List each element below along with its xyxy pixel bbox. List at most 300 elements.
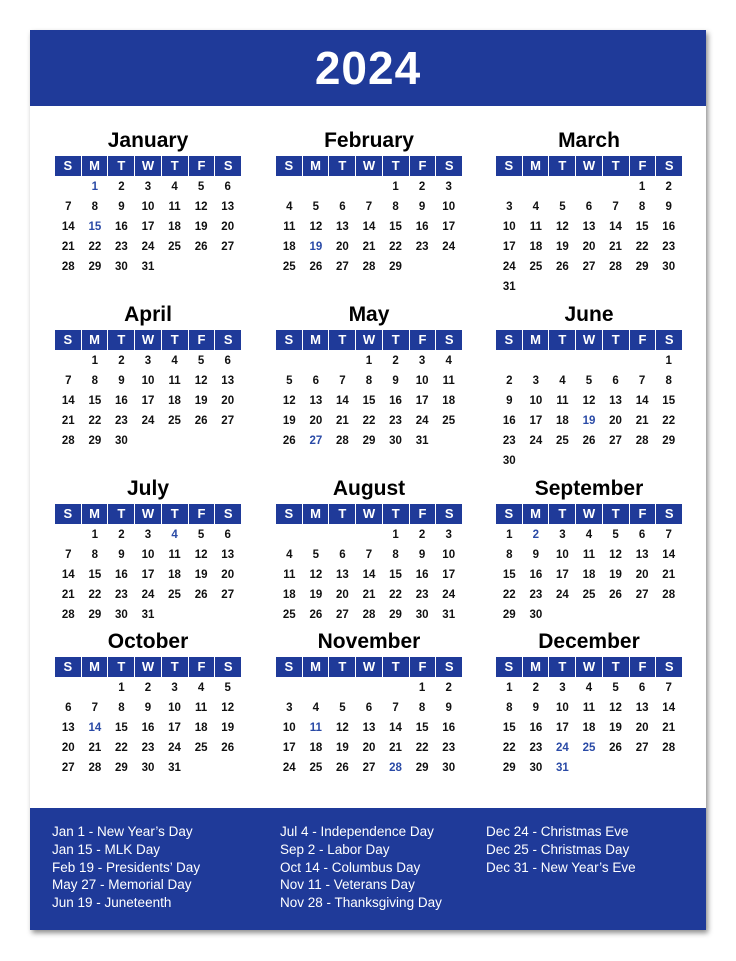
holiday-date: 28 — [389, 762, 402, 774]
weekday-label: F — [189, 504, 216, 524]
day-cell: 26 — [309, 261, 323, 273]
day-cell: 1 — [392, 529, 399, 541]
day-cell: 1 — [506, 529, 513, 541]
day-cell: 6 — [638, 529, 646, 541]
weekday-label: S — [496, 156, 523, 176]
day-cell: 24 — [529, 435, 543, 447]
day-cell: 5 — [339, 702, 346, 714]
holiday-date: 2 — [532, 529, 540, 541]
day-cell: 25 — [282, 261, 296, 273]
day-cell: 4 — [286, 201, 293, 213]
day-cell: 13 — [582, 221, 596, 233]
day-cell: 22 — [635, 241, 649, 253]
weekday-label: T — [549, 504, 576, 524]
month-name: July — [126, 477, 170, 500]
weekday-label: W — [356, 330, 383, 350]
day-cell: 10 — [415, 375, 429, 387]
day-cell: 10 — [168, 702, 181, 714]
day-cell: 27 — [336, 261, 349, 273]
day-cell: 23 — [529, 742, 543, 754]
day-cell: 10 — [442, 549, 456, 561]
day-cell: 3 — [559, 529, 566, 541]
day-cell: 3 — [559, 682, 566, 694]
weekday-label: T — [108, 504, 135, 524]
weekday-label: T — [603, 156, 630, 176]
day-cell: 24 — [168, 742, 181, 754]
day-cell: 25 — [556, 435, 569, 447]
day-cell: 18 — [168, 221, 181, 233]
weekday-label: M — [523, 156, 550, 176]
month-june — [496, 300, 682, 471]
weekday-label: T — [162, 657, 189, 677]
day-cell: 5 — [559, 201, 566, 213]
weekday-label: T — [162, 330, 189, 350]
day-cell: 28 — [609, 261, 622, 273]
day-cell: 1 — [506, 682, 513, 694]
day-cell: 15 — [635, 221, 649, 233]
day-cell: 29 — [362, 435, 376, 447]
holiday-date: 24 — [556, 742, 569, 754]
day-cell: 8 — [638, 201, 646, 213]
weekday-label: S — [223, 332, 233, 347]
day-cell: 13 — [609, 395, 622, 407]
day-cell: 16 — [415, 569, 429, 581]
day-cell: 13 — [362, 722, 376, 734]
day-cell: 26 — [609, 742, 622, 754]
day-cell: 24 — [442, 241, 456, 253]
day-cell: 18 — [282, 589, 296, 601]
day-cell: 11 — [283, 221, 296, 233]
day-cell: 23 — [529, 589, 543, 601]
day-cell: 20 — [582, 241, 596, 253]
day-cell: 3 — [506, 201, 513, 213]
day-cell: 21 — [635, 415, 649, 427]
day-cell: 26 — [336, 762, 349, 774]
day-cell: 15 — [88, 569, 102, 581]
weekday-label: W — [135, 156, 162, 176]
weekday-label: W — [576, 504, 603, 524]
day-cell: 11 — [582, 549, 596, 561]
day-cell: 28 — [61, 435, 75, 447]
weekday-label: T — [108, 156, 135, 176]
weekday-label: S — [55, 156, 82, 176]
weekday-label: S — [444, 659, 454, 674]
day-grid — [276, 678, 462, 778]
day-cell: 24 — [141, 415, 155, 427]
day-cell: 22 — [88, 241, 102, 253]
month-march — [496, 126, 682, 297]
day-cell: 4 — [286, 549, 293, 561]
day-cell: 7 — [65, 549, 72, 561]
day-cell: 26 — [282, 435, 296, 447]
day-cell: 23 — [115, 589, 128, 601]
day-cell: 29 — [115, 762, 128, 774]
holiday-date: 31 — [556, 762, 569, 774]
weekday-label: T — [383, 504, 410, 524]
day-cell: 6 — [312, 375, 320, 387]
weekday-label: S — [496, 504, 523, 524]
month-april — [55, 300, 241, 451]
month-name: February — [324, 129, 414, 152]
holiday-entry: Nov 11 - Veterans Day — [280, 877, 415, 893]
empty-cell — [549, 351, 576, 371]
month-name: August — [332, 477, 406, 500]
day-cell: 4 — [585, 682, 593, 694]
day-cell: 26 — [582, 435, 596, 447]
day-cell: 8 — [506, 702, 513, 714]
empty-cell — [356, 678, 383, 698]
day-cell: 10 — [282, 722, 296, 734]
day-cell: 22 — [362, 415, 376, 427]
day-cell: 21 — [662, 569, 676, 581]
day-cell: 22 — [502, 742, 516, 754]
month-september — [496, 474, 682, 625]
day-cell: 2 — [418, 181, 426, 193]
day-cell: 18 — [309, 742, 323, 754]
weekday-label: T — [162, 156, 189, 176]
day-cell: 30 — [529, 762, 543, 774]
day-cell: 20 — [635, 722, 649, 734]
weekday-label: F — [630, 657, 657, 677]
empty-cell — [523, 351, 550, 371]
day-cell: 13 — [309, 395, 323, 407]
empty-cell — [276, 525, 303, 545]
day-grid — [276, 525, 462, 625]
day-cell: 19 — [609, 569, 622, 581]
day-cell: 28 — [61, 261, 75, 273]
day-cell: 20 — [221, 569, 235, 581]
day-cell: 25 — [282, 609, 296, 621]
empty-cell — [602, 351, 629, 371]
day-cell: 29 — [88, 261, 102, 273]
weekday-label: M — [82, 156, 109, 176]
weekday-header — [55, 156, 241, 176]
day-cell: 9 — [418, 549, 426, 561]
day-cell: 9 — [532, 549, 540, 561]
day-cell: 20 — [635, 569, 649, 581]
day-cell: 18 — [529, 241, 543, 253]
weekday-label: S — [276, 156, 303, 176]
weekday-header — [496, 156, 682, 176]
empty-cell — [55, 525, 82, 545]
day-grid — [276, 177, 462, 277]
weekday-label: S — [55, 330, 82, 350]
day-cell: 10 — [442, 201, 456, 213]
day-cell: 12 — [309, 221, 323, 233]
day-grid — [496, 351, 682, 471]
day-cell: 12 — [282, 395, 296, 407]
weekday-label: S — [664, 506, 674, 521]
day-cell: 3 — [532, 375, 540, 387]
day-cell: 4 — [559, 375, 566, 387]
weekday-label: W — [135, 657, 162, 677]
holiday-date: 19 — [309, 241, 323, 253]
day-cell: 8 — [506, 549, 513, 561]
day-cell: 21 — [88, 742, 102, 754]
day-cell: 4 — [532, 201, 540, 213]
day-cell: 18 — [282, 241, 296, 253]
empty-cell — [382, 678, 409, 698]
day-cell: 27 — [221, 241, 235, 253]
empty-cell — [523, 177, 550, 197]
day-grid — [276, 351, 462, 451]
day-cell: 9 — [118, 201, 125, 213]
day-cell: 28 — [61, 609, 75, 621]
holiday-entry: Oct 14 - Columbus Day — [280, 859, 421, 875]
day-cell: 7 — [365, 201, 373, 213]
day-cell: 1 — [418, 682, 426, 694]
month-name: November — [317, 630, 421, 653]
weekday-label: W — [135, 504, 162, 524]
day-cell: 20 — [336, 589, 349, 601]
empty-cell — [329, 525, 356, 545]
weekday-label: T — [603, 504, 630, 524]
day-cell: 30 — [389, 435, 402, 447]
day-cell: 18 — [582, 569, 596, 581]
weekday-label: S — [276, 330, 303, 350]
day-cell: 1 — [91, 355, 99, 367]
weekday-label: F — [189, 330, 216, 350]
month-january — [55, 126, 241, 277]
month-name: January — [107, 129, 189, 152]
day-cell: 5 — [585, 375, 593, 387]
day-cell: 28 — [88, 762, 102, 774]
day-cell: 6 — [224, 181, 231, 193]
day-cell: 24 — [141, 589, 155, 601]
empty-cell — [303, 525, 330, 545]
day-cell: 23 — [442, 742, 456, 754]
day-cell: 6 — [339, 201, 346, 213]
weekday-label: F — [410, 156, 437, 176]
day-cell: 6 — [224, 529, 231, 541]
day-cell: 10 — [141, 375, 155, 387]
day-cell: 21 — [362, 241, 376, 253]
day-cell: 5 — [312, 549, 320, 561]
weekday-label: M — [303, 657, 330, 677]
empty-cell — [356, 525, 383, 545]
day-cell: 29 — [389, 609, 402, 621]
empty-cell — [602, 177, 629, 197]
weekday-label: T — [603, 330, 630, 350]
weekday-label: S — [276, 504, 303, 524]
day-cell: 12 — [194, 375, 208, 387]
day-cell: 3 — [445, 181, 452, 193]
day-cell: 2 — [118, 529, 125, 541]
day-cell: 16 — [115, 569, 128, 581]
holiday-entry: Dec 31 - New Year’s Eve — [486, 859, 636, 875]
weekday-header — [55, 330, 241, 350]
day-cell: 5 — [612, 682, 619, 694]
holiday-column-1 — [52, 823, 200, 912]
weekday-label: W — [135, 330, 162, 350]
weekday-label: M — [303, 330, 330, 350]
day-cell: 12 — [309, 569, 323, 581]
empty-cell — [576, 177, 603, 197]
day-cell: 1 — [665, 355, 672, 367]
weekday-label: W — [576, 657, 603, 677]
day-cell: 25 — [442, 415, 456, 427]
day-cell: 26 — [194, 589, 208, 601]
day-cell: 24 — [556, 589, 569, 601]
day-cell: 24 — [502, 261, 516, 273]
weekday-label: M — [523, 330, 550, 350]
weekday-label: T — [108, 330, 135, 350]
empty-cell — [303, 678, 330, 698]
day-cell: 11 — [556, 395, 569, 407]
day-grid — [55, 678, 241, 778]
empty-cell — [576, 351, 603, 371]
weekday-label: F — [410, 504, 437, 524]
day-cell: 5 — [612, 529, 619, 541]
day-cell: 16 — [442, 722, 456, 734]
weekday-label: S — [223, 659, 233, 674]
weekday-label: S — [223, 158, 233, 173]
day-cell: 14 — [336, 395, 349, 407]
weekday-label: T — [162, 504, 189, 524]
day-cell: 30 — [115, 261, 128, 273]
day-grid — [496, 525, 682, 625]
day-cell: 9 — [392, 375, 399, 387]
day-cell: 8 — [365, 375, 373, 387]
day-cell: 31 — [141, 609, 155, 621]
day-cell: 24 — [415, 415, 429, 427]
weekday-label: S — [444, 158, 454, 173]
day-cell: 10 — [141, 201, 155, 213]
empty-cell — [549, 177, 576, 197]
day-cell: 1 — [118, 682, 125, 694]
day-cell: 19 — [336, 742, 349, 754]
weekday-label: W — [576, 330, 603, 350]
weekday-label: T — [383, 156, 410, 176]
empty-cell — [356, 177, 383, 197]
weekday-label: W — [356, 504, 383, 524]
day-cell: 7 — [612, 201, 619, 213]
day-cell: 19 — [194, 395, 208, 407]
day-cell: 7 — [91, 702, 99, 714]
day-cell: 10 — [141, 549, 155, 561]
day-cell: 23 — [141, 742, 155, 754]
day-cell: 25 — [168, 589, 181, 601]
month-november — [276, 627, 462, 778]
weekday-label: F — [630, 330, 657, 350]
day-cell: 15 — [415, 722, 429, 734]
day-cell: 30 — [662, 261, 676, 273]
weekday-label: S — [664, 332, 674, 347]
day-cell: 2 — [506, 375, 513, 387]
day-cell: 25 — [309, 762, 323, 774]
holiday-entry: Jun 19 - Juneteenth — [52, 895, 172, 911]
day-cell: 17 — [556, 569, 569, 581]
day-cell: 28 — [662, 742, 676, 754]
empty-cell — [496, 351, 523, 371]
day-cell: 22 — [662, 415, 676, 427]
day-cell: 31 — [442, 609, 456, 621]
empty-cell — [496, 177, 523, 197]
day-cell: 29 — [502, 609, 516, 621]
day-cell: 18 — [168, 395, 181, 407]
day-cell: 27 — [362, 762, 376, 774]
day-cell: 21 — [336, 415, 349, 427]
day-cell: 13 — [635, 549, 649, 561]
day-cell: 6 — [339, 549, 346, 561]
day-cell: 15 — [88, 395, 102, 407]
day-cell: 22 — [88, 589, 102, 601]
day-cell: 9 — [445, 702, 452, 714]
day-cell: 6 — [638, 682, 646, 694]
day-cell: 27 — [609, 435, 622, 447]
day-cell: 17 — [556, 722, 569, 734]
day-cell: 19 — [194, 569, 208, 581]
day-cell: 10 — [556, 702, 569, 714]
day-cell: 12 — [609, 549, 622, 561]
months-grid — [30, 30, 706, 810]
day-cell: 14 — [389, 722, 402, 734]
day-cell: 4 — [585, 529, 593, 541]
empty-cell — [276, 351, 303, 371]
day-cell: 6 — [585, 201, 593, 213]
day-cell: 13 — [221, 201, 235, 213]
day-cell: 23 — [502, 435, 516, 447]
empty-cell — [276, 678, 303, 698]
weekday-label: F — [630, 504, 657, 524]
weekday-label: T — [549, 156, 576, 176]
day-cell: 5 — [286, 375, 293, 387]
day-cell: 21 — [362, 589, 376, 601]
day-cell: 11 — [529, 221, 542, 233]
day-cell: 23 — [415, 589, 429, 601]
holiday-entry: Dec 24 - Christmas Eve — [486, 824, 629, 839]
day-cell: 26 — [556, 261, 569, 273]
day-cell: 23 — [415, 241, 429, 253]
day-cell: 4 — [171, 181, 178, 193]
day-cell: 29 — [88, 435, 102, 447]
day-cell: 12 — [582, 395, 596, 407]
day-cell: 21 — [609, 241, 622, 253]
day-cell: 16 — [529, 722, 543, 734]
day-cell: 21 — [61, 241, 75, 253]
day-cell: 22 — [415, 742, 429, 754]
day-cell: 16 — [141, 722, 155, 734]
day-cell: 17 — [141, 395, 155, 407]
weekday-label: T — [383, 330, 410, 350]
day-cell: 6 — [224, 355, 231, 367]
day-cell: 2 — [665, 181, 672, 193]
day-cell: 5 — [197, 181, 205, 193]
day-cell: 14 — [362, 221, 376, 233]
day-cell: 7 — [65, 201, 72, 213]
month-name: May — [348, 303, 390, 326]
day-cell: 5 — [197, 355, 205, 367]
day-cell: 10 — [556, 549, 569, 561]
day-grid — [55, 351, 241, 451]
day-cell: 2 — [118, 355, 125, 367]
day-cell: 13 — [336, 221, 349, 233]
day-cell: 6 — [612, 375, 619, 387]
day-cell: 21 — [61, 589, 75, 601]
weekday-label: T — [329, 330, 356, 350]
day-cell: 14 — [362, 569, 376, 581]
day-cell: 12 — [556, 221, 569, 233]
empty-cell — [55, 678, 82, 698]
day-cell: 20 — [221, 395, 235, 407]
day-cell: 26 — [194, 241, 208, 253]
weekday-label: T — [329, 156, 356, 176]
day-cell: 6 — [365, 702, 373, 714]
day-cell: 25 — [582, 589, 596, 601]
month-name: June — [564, 303, 614, 326]
day-grid — [55, 177, 241, 277]
day-cell: 31 — [502, 281, 516, 293]
